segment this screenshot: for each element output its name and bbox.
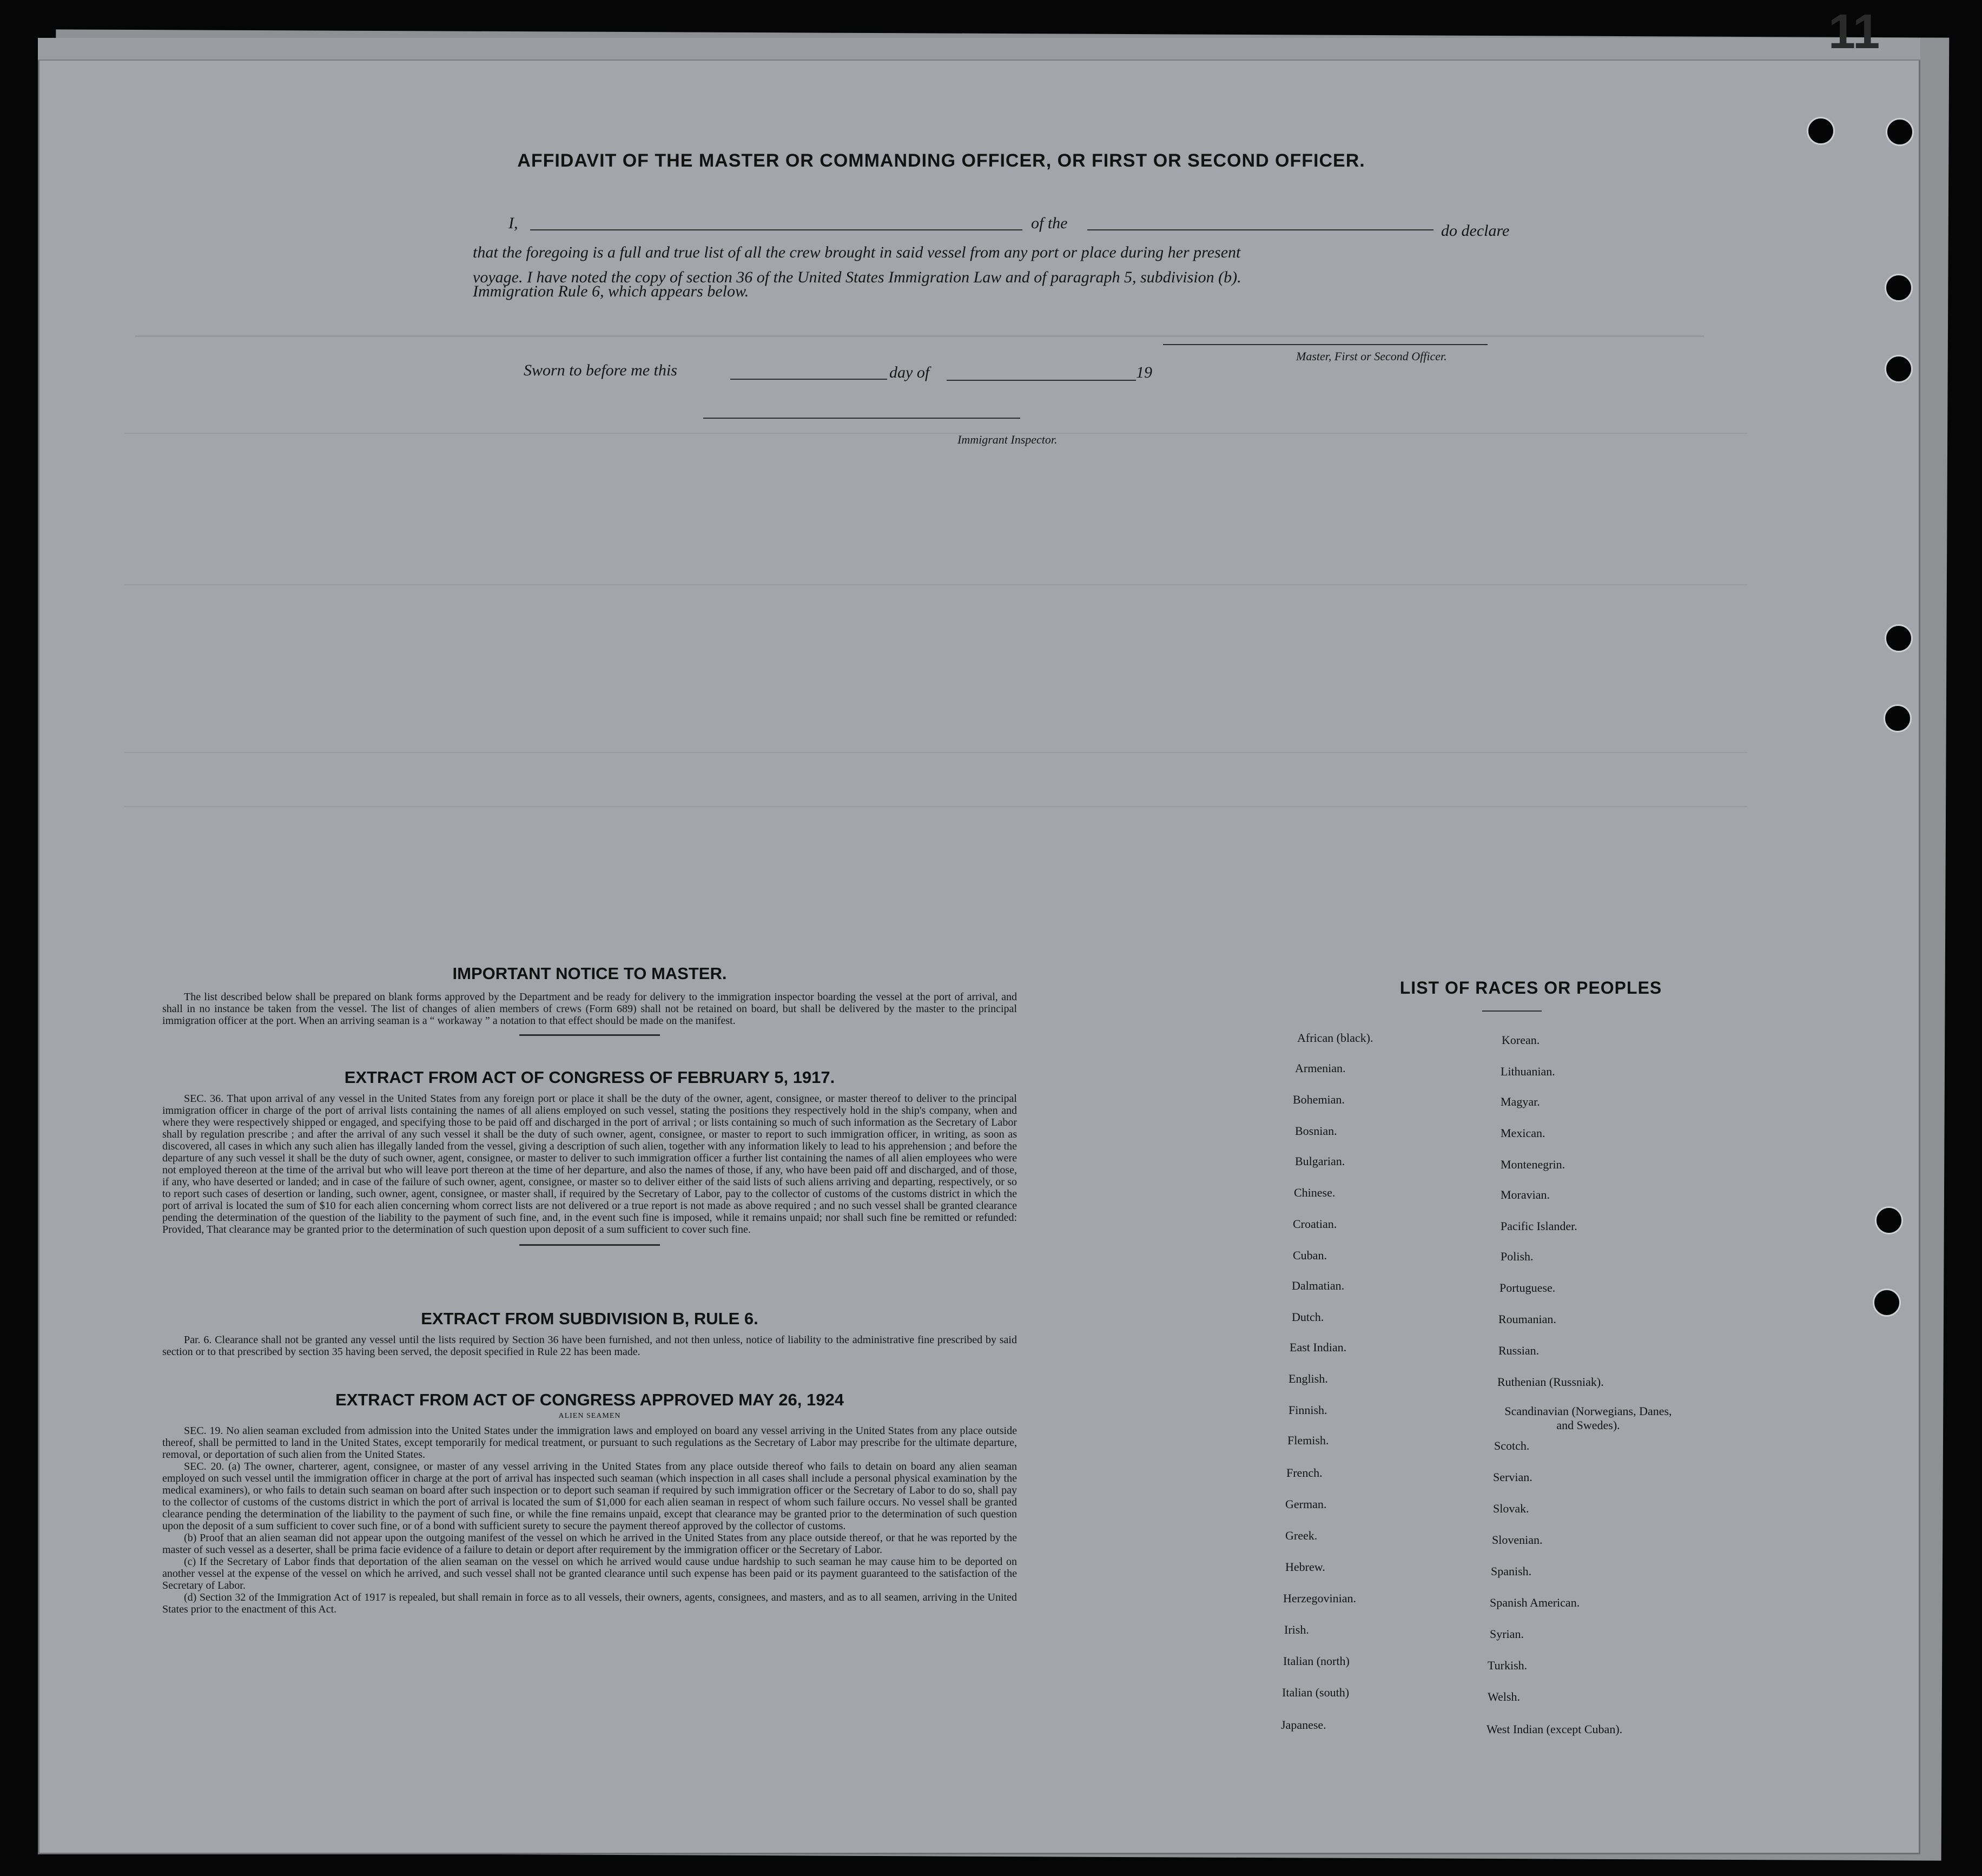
punch-hole-icon xyxy=(1807,117,1835,145)
race-item: German. xyxy=(1285,1497,1327,1511)
race-item: Turkish. xyxy=(1488,1659,1528,1672)
affidavit-i-label: I, xyxy=(508,214,518,232)
day-of-label: day of xyxy=(889,364,930,381)
race-item: Bosnian. xyxy=(1295,1124,1337,1138)
inspector-label: Immigrant Inspector. xyxy=(957,433,1058,446)
race-item: Dutch. xyxy=(1292,1310,1324,1324)
race-item: Slovenian. xyxy=(1492,1533,1543,1547)
bleed-through-line xyxy=(124,752,1747,753)
races-list-title: LIST OF RACES OR PEOPLES xyxy=(1399,978,1662,998)
bleed-through-line xyxy=(124,806,1747,807)
race-item: Ruthenian (Russniak). xyxy=(1497,1375,1604,1389)
race-item: Herzegovinian. xyxy=(1283,1591,1356,1605)
extract-rule-6 xyxy=(162,1309,1017,1358)
race-item: Syrian. xyxy=(1490,1627,1524,1641)
section-20b-text: (b) Proof that an alien seaman did not appear upon the outgoing manifest of the vessel on which he arrived in the United States from any place outside thereof, or that he was reported by the master of such vessel as a deserter, shall be prima facie evidence of a failure to detain or deport after requirement by the immigration officer or the Secretary of Labor. xyxy=(162,1532,1017,1556)
affidavit-declare-label: do declare xyxy=(1441,222,1510,240)
important-notice xyxy=(162,964,1017,1036)
race-item: Spanish American. xyxy=(1490,1596,1580,1609)
extract-1924-title: EXTRACT FROM ACT OF CONGRESS APPROVED MAY 26, 1924 xyxy=(335,1390,844,1409)
race-item: Chinese. xyxy=(1294,1186,1336,1199)
master-signature-line xyxy=(1163,344,1488,345)
affidavit-name-line xyxy=(530,229,1022,230)
notice-title: IMPORTANT NOTICE TO MASTER. xyxy=(452,964,727,983)
punch-hole-icon xyxy=(1873,1289,1901,1317)
race-item: African (black). xyxy=(1297,1031,1373,1045)
race-item: Montenegrin. xyxy=(1501,1158,1565,1171)
race-item: Polish. xyxy=(1501,1250,1534,1263)
race-item: Korean. xyxy=(1502,1033,1540,1047)
bleed-through-line xyxy=(124,433,1747,434)
race-item: Cuban. xyxy=(1293,1249,1327,1262)
race-item: English. xyxy=(1289,1372,1328,1385)
race-item: Portuguese. xyxy=(1499,1281,1556,1294)
affidavit-vessel-line xyxy=(1087,229,1433,230)
extract-rule-6-title: EXTRACT FROM SUBDIVISION B, RULE 6. xyxy=(421,1309,758,1328)
affidavit-line-3: voyage. I have noted the copy of section 36 of the United States Immigration Law and of paragraph 5, subdivision (b). xyxy=(473,268,1241,286)
race-item: Irish. xyxy=(1284,1623,1309,1636)
race-item: East Indian. xyxy=(1290,1340,1347,1354)
extract-1917-title: EXTRACT FROM ACT OF CONGRESS OF FEBRUARY 5, 1917. xyxy=(344,1068,835,1087)
section-19-text: SEC. 19. No alien seaman excluded from admission into the United States under the immigration laws and employed on board any vessel arriving in the United States from any place outside thereof, shall be permitted to land in the United States, except temporarily for medical treatment, or pursuant to such regulations as the Secretary of Labor may prescribe for the ultimate departure, removal, or deportation of such alien from the United States. xyxy=(162,1425,1017,1461)
race-item: Slovak. xyxy=(1493,1502,1529,1515)
year-label: 19 xyxy=(1136,364,1152,381)
race-item: Hebrew. xyxy=(1285,1560,1325,1574)
extract-rule-6-body: Par. 6. Clearance shall not be granted any vessel until the lists required by Section 36 have been furnished, and not then unless, notice of liability to the administrative fine prescribed by said section or to that prescribed by section 35 having been served, the deposit specified in Rule 22 has been made. xyxy=(162,1334,1017,1358)
race-item: Scotch. xyxy=(1494,1439,1530,1452)
race-item: Dalmatian. xyxy=(1292,1279,1345,1292)
affidavit-title: AFFIDAVIT OF THE MASTER OR COMMANDING OFFICER, OR FIRST OR SECOND OFFICER. xyxy=(517,150,1365,171)
race-item: Japanese. xyxy=(1281,1718,1326,1732)
race-item: Croatian. xyxy=(1293,1217,1337,1231)
race-item: Pacific Islander. xyxy=(1501,1219,1577,1233)
affidavit-of-the-label: of the xyxy=(1031,214,1068,232)
punch-hole-icon xyxy=(1885,624,1913,652)
race-item: Mexican. xyxy=(1501,1126,1545,1140)
race-item: Moravian. xyxy=(1501,1188,1550,1201)
inspector-signature-line xyxy=(703,418,1020,419)
notice-body: The list described below shall be prepared on blank forms approved by the Department and be ready for delivery to the immigration inspector boarding the vessel at the port of arrival, and shall in no instance be taken from the vessel. The list of changes of alien members of crews (Form 689) shall not be retained on board, but shall be delivered by the master to the principal immigration officer at the port. When an arriving seaman is a “ workaway ” a notation to that effect should be made on the manifest. xyxy=(162,991,1017,1027)
race-item: Finnish. xyxy=(1289,1403,1327,1417)
race-item: French. xyxy=(1286,1466,1323,1479)
race-item: West Indian (except Cuban). xyxy=(1487,1722,1623,1736)
corner-page-mark: 11 xyxy=(1828,5,1880,59)
race-item: Armenian. xyxy=(1295,1061,1346,1075)
race-item: Greek. xyxy=(1285,1529,1318,1542)
race-item: Bohemian. xyxy=(1293,1093,1345,1106)
section-20d-text: (d) Section 32 of the Immigration Act of 1917 is repealed, but shall remain in force as to all vessels, their owners, agents, consignees, and masters, and as to all seamen, arriving in the United States prior to the enactment of this Act. xyxy=(162,1591,1017,1615)
race-item: Magyar. xyxy=(1501,1095,1540,1108)
race-item: Flemish. xyxy=(1287,1434,1329,1447)
section-20a-text: SEC. 20. (a) The owner, charterer, agent, consignee, or master of any vessel arriving in the United States from any place outside thereof who fails to detain on board any alien seaman employed on such vessel until the immigration officer in charge at the port of arrival has inspected such seaman (which inspection in all cases shall include a personal physical examination by the medical examiners), or who fails to detain such seaman on board after such inspection or to deport such seaman if required by such immigration officer or the Secretary of Labor to do so, shall pay to the collector of customs of the customs district in which the port of arrival is located the sum of $1,000 for each alien seaman in respect of whom such failure occurs. No vessel shall be granted clearance pending the determination of the liability to the payment of such fine, or while the fine remains unpaid, except that clearance may be granted prior to the determination of such question upon the deposit of a sum sufficient to cover such fine, or of a bond with sufficient surety to secure the payment thereof approved by the collector of customs. xyxy=(162,1461,1017,1532)
race-item: Italian (south) xyxy=(1282,1686,1350,1699)
affidavit-line-2: that the foregoing is a full and true list of all the crew brought in said vessel from any port or place during her present xyxy=(473,243,1241,261)
sworn-label: Sworn to before me this xyxy=(524,361,677,379)
punch-hole-icon xyxy=(1884,704,1912,732)
punch-hole-icon xyxy=(1885,274,1913,302)
race-item: Servian. xyxy=(1493,1470,1532,1484)
race-item: Bulgarian. xyxy=(1295,1154,1345,1168)
affidavit-line-4: Immigration Rule 6, which appears below. xyxy=(473,282,749,300)
race-item: Roumanian. xyxy=(1498,1312,1556,1326)
race-item: Scandinavian (Norwegians, Danes, and Swedes). xyxy=(1504,1404,1672,1432)
page-top-fold xyxy=(38,38,1920,61)
section-divider xyxy=(519,1034,660,1036)
extract-1917 xyxy=(162,1068,1017,1246)
punch-hole-icon xyxy=(1886,118,1914,146)
punch-hole-icon xyxy=(1885,355,1913,383)
section-divider xyxy=(519,1244,660,1246)
race-item: Spanish. xyxy=(1491,1564,1532,1578)
punch-hole-icon xyxy=(1875,1206,1903,1234)
race-item: Russian. xyxy=(1498,1344,1540,1357)
extract-1917-body: SEC. 36. That upon arrival of any vessel in the United States from any foreign port or place it shall be the duty of the owner, agent, consignee, or master thereof to deliver to the principal immigration officer in charge of the port of arrival lists containing the names of all aliens employed on such vessel, stating the positions they respectively hold in the ship's company, when and where they were respectively shipped or engaged, and specifying those to be paid off and discharged in the port of arrival ; or lists containing so much of such information as the Secretary of Labor shall by regulation prescribe ; and after the arrival of any such vessel it shall be the duty of such owner, agent, consignee, or master to report to such immigration officer, in writing, as soon as discovered, all cases in which any such alien has illegally landed from the vessel, giving a description of such alien, together with any information likely to lead to his apprehension ; and before the departure of any such vessel it shall be the duty of such owner, agent, consignee, or master to deliver to such immigration officer a further list containing the names of all alien employees who were not employed thereon at the time of the arrival but who will leave port thereon at the time of her departure, and also the names of those, if any, who have been paid off and discharged, and of those, if any, who have deserted or landed; and in case of the failure of such owner, agent, consignee, or master so to deliver either of the said lists of such aliens arriving and departing, respectively, or so to report such cases of desertion or landing, such owner, agent, consignee, or master shall, if required by the Secretary of Labor, pay to the collector of customs of the customs district in which the port of arrival is located the sum of $10 for each alien concerning whom correct lists are not delivered or a true report is not made as above required ; and no such vessel shall be granted clearance pending the determination of the question of the liability to the payment of such fine, and, in the event such fine is imposed, while it remains unpaid; nor shall such fine be remitted or refunded: Provided, That clearance may be granted prior to the determination of such question upon deposit of a sum sufficient to cover such fine. xyxy=(162,1093,1017,1236)
section-20c-text: (c) If the Secretary of Labor finds that deportation of the alien seaman on the vessel on which he arrived would cause undue hardship to such seaman he may cause him to be deported on another vessel at the expense of the vessel on which he arrived, and such vessel shall not be granted clearance until such expense has been paid or its payment guaranteed to the satisfaction of the Secretary of Labor. xyxy=(162,1556,1017,1591)
extract-1924-subtitle: ALIEN SEAMEN xyxy=(558,1412,621,1420)
extract-1924 xyxy=(162,1390,1017,1615)
races-title-divider xyxy=(1482,1010,1542,1012)
bleed-through-line xyxy=(124,584,1747,585)
race-item: Italian (north) xyxy=(1283,1654,1350,1668)
sworn-month-line xyxy=(947,380,1136,381)
sworn-day-line xyxy=(730,379,887,380)
race-item: Lithuanian. xyxy=(1501,1065,1555,1078)
bleed-through-line xyxy=(135,335,1704,337)
master-signature-label: Master, First or Second Officer. xyxy=(1296,349,1447,363)
race-item: Welsh. xyxy=(1488,1690,1520,1703)
